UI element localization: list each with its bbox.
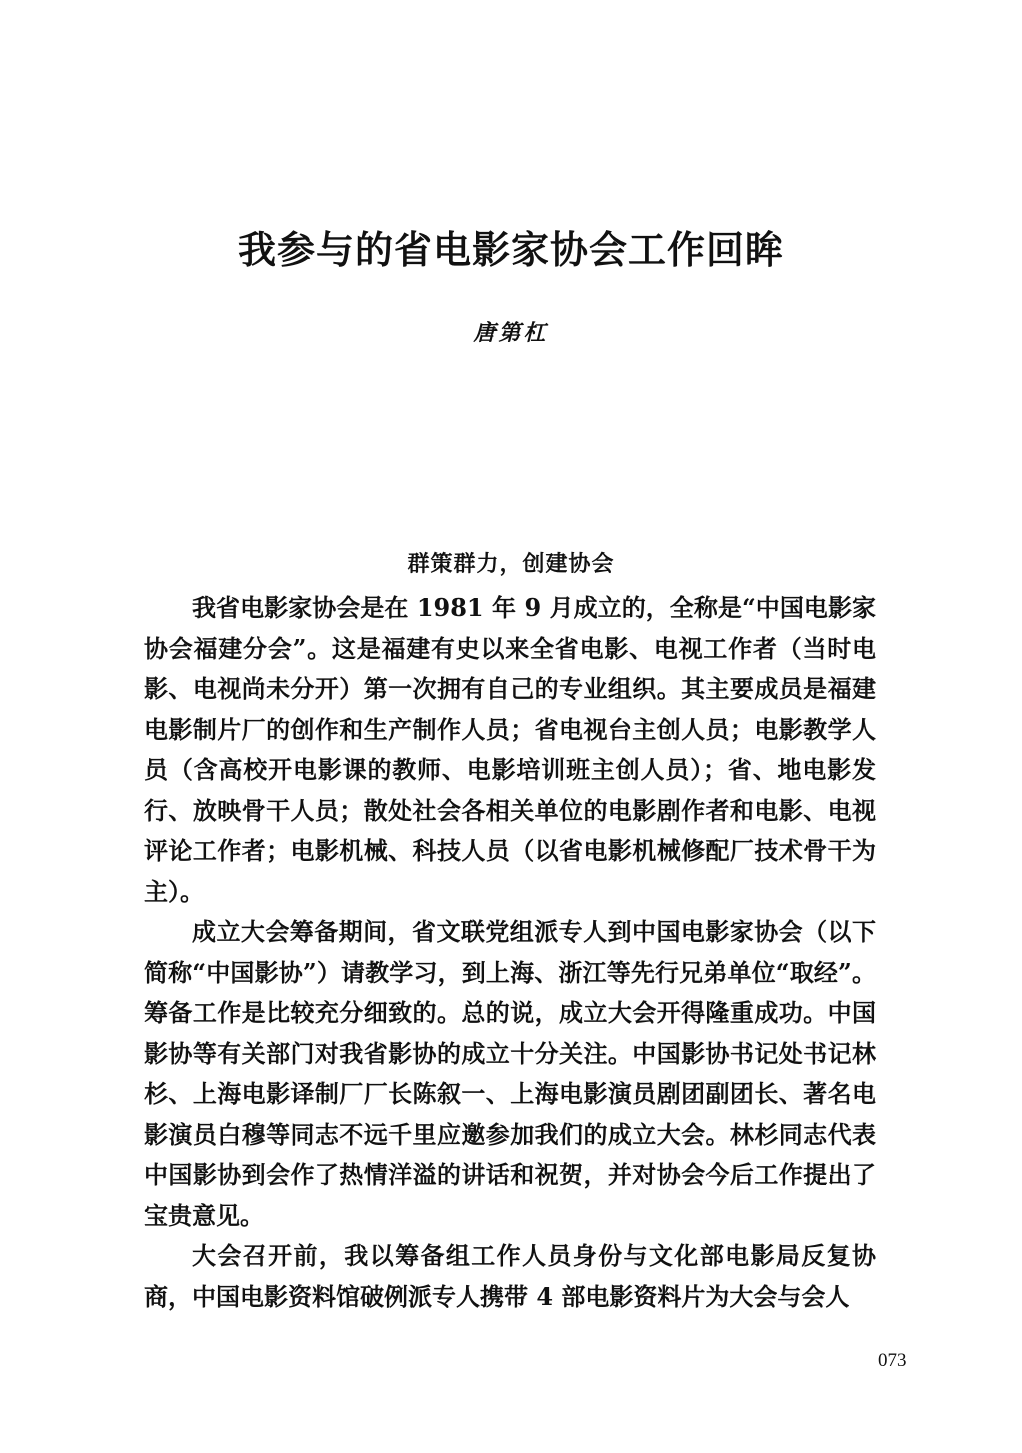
page-number: 073: [878, 1350, 907, 1371]
article-author: 唐第杠: [473, 320, 549, 346]
section-heading: 群策群力，创建协会: [407, 551, 615, 577]
paragraph-3: 大会召开前，我以筹备组工作人员身份与文化部电影局反复协商，中国电影资料馆破例派专人携带 4 部电影资料片为大会与会人: [144, 1241, 876, 1311]
article-body: [144, 588, 876, 1317]
paragraph-1: 我省电影家协会是在 1981 年 9 月成立的，全称是“中国电影家协会福建分会”。这是福建有史以来全省电影、电视工作者（当时电影、电视尚未分开）第一次拥有自己的专业组织。其主要成员是福建电影制片厂的创作和生产制作人员；省电视台主创人员；电影教学人员（含高校开电影课的教师、电影培训班主创人员）；省、地电影发行、放映骨干人员；散处社会各相关单位的电影剧作者和电影、电视评论工作者；电影机械、科技人员（以省电影机械修配厂技术骨干为主）。: [144, 593, 876, 906]
paragraph-2: 成立大会筹备期间，省文联党组派专人到中国电影家协会（以下简称“中国影协”）请教学习，到上海、浙江等先行兄弟单位“取经”。筹备工作是比较充分细致的。总的说，成立大会开得隆重成功。中国影协等有关部门对我省影协的成立十分关注。中国影协书记处书记林杉、上海电影译制厂厂长陈叙一、上海电影演员剧团副团长、著名电影演员白穆等同志不远千里应邀参加我们的成立大会。林杉同志代表中国影协到会作了热情洋溢的讲话和祝贺，并对协会今后工作提出了宝贵意见。: [144, 917, 876, 1230]
article-title: 我参与的省电影家协会工作回眸: [237, 227, 784, 272]
